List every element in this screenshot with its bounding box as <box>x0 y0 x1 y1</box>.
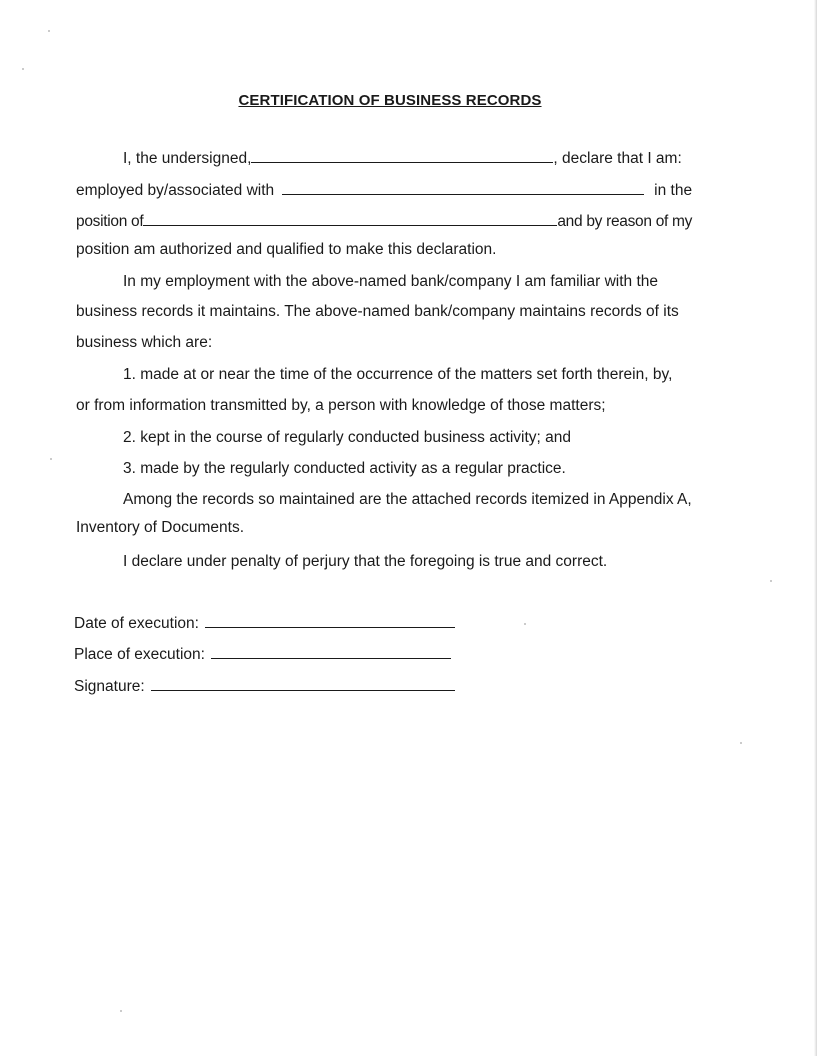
undersigned-line <box>76 146 702 169</box>
employer-label: employed by/associated with <box>76 182 275 199</box>
date-label: Date of execution: <box>74 615 199 632</box>
para2-line1-text: In my employment with the above-named bank/company I am familiar with the <box>123 273 658 290</box>
undersigned-label: I, the undersigned, <box>123 150 252 167</box>
reason-text: and by reason of my <box>557 213 693 230</box>
position-label: position of <box>76 213 144 230</box>
employer-blank[interactable] <box>282 178 644 195</box>
scan-speck <box>22 68 24 70</box>
scan-speck <box>120 1010 122 1012</box>
position-line <box>76 209 702 232</box>
para2-line3: business which are: <box>76 334 213 351</box>
place-row <box>74 642 451 665</box>
para3-line2: Inventory of Documents. <box>76 519 244 536</box>
para2-line1 <box>76 272 702 292</box>
scan-speck <box>48 30 50 32</box>
declare-text: , declare that I am: <box>553 150 682 167</box>
in-the-text: in the <box>654 182 693 199</box>
employer-line <box>76 178 702 201</box>
authorized-line: position am authorized and qualified to make this declaration. <box>76 241 497 258</box>
signature-label: Signature: <box>74 678 145 695</box>
date-blank[interactable] <box>205 611 455 628</box>
declaration-line: I declare under penalty of perjury that the foregoing is true and correct. <box>123 553 608 570</box>
para3-line1: Among the records so maintained are the attached records itemized in Appendix A, <box>123 491 692 508</box>
date-row <box>74 611 455 634</box>
item3: 3. made by the regularly conducted activity as a regular practice. <box>123 460 566 477</box>
scan-speck <box>770 580 772 582</box>
document-title: CERTIFICATION OF BUSINESS RECORDS <box>238 92 542 109</box>
para2-line2: business records it maintains. The above-named bank/company maintains records of its <box>76 303 679 320</box>
item2: 2. kept in the course of regularly conducted business activity; and <box>123 429 572 446</box>
place-label: Place of execution: <box>74 646 205 663</box>
item1-line1: 1. made at or near the time of the occurrence of the matters set forth therein, by, <box>123 366 673 383</box>
signature-blank[interactable] <box>151 674 455 691</box>
scan-speck <box>50 458 52 460</box>
place-blank[interactable] <box>211 642 451 659</box>
item1-line2: or from information transmitted by, a person with knowledge of those matters; <box>76 397 606 414</box>
scan-speck <box>524 623 526 625</box>
scan-speck <box>740 742 742 744</box>
name-blank[interactable] <box>251 146 553 163</box>
position-blank[interactable] <box>143 209 557 226</box>
signature-row <box>74 674 455 697</box>
